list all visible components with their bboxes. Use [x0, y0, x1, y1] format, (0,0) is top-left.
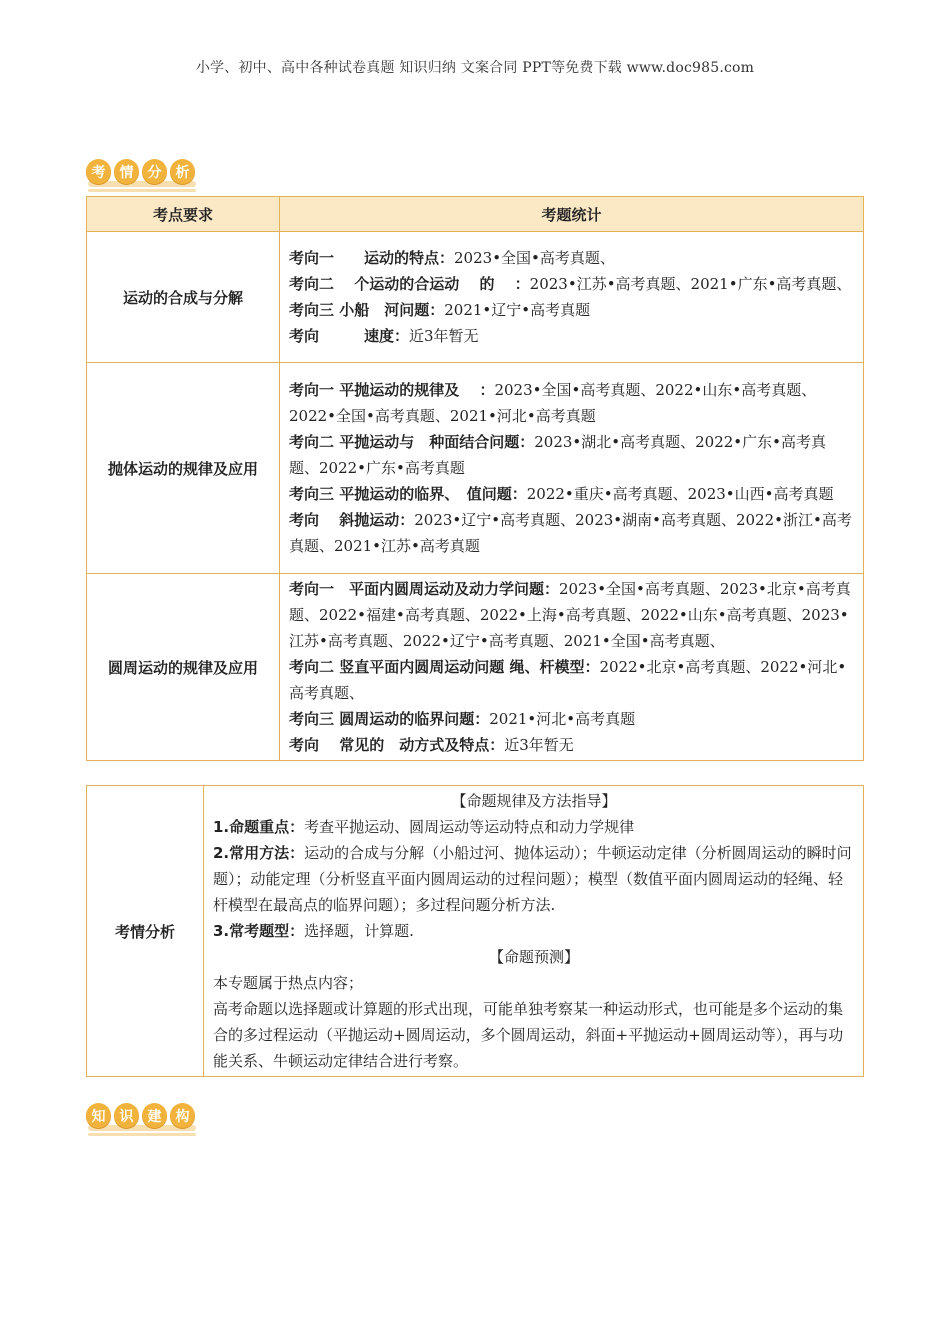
stat-line: 考向二 个运动的合运动 的 ：2023•江苏•高考真题、2021•广东•高考真题、	[289, 275, 852, 293]
stat-line: 考向二 竖直平面内圆周运动问题 绳、杆模型：2022•北京•高考真题、2022•河北•高考真题、	[289, 658, 847, 702]
badge-char: 考	[86, 159, 111, 184]
stat-line: 考向三 小船 河问题：2021•辽宁•高考真题	[289, 301, 591, 319]
analysis-content	[204, 786, 864, 1077]
page-header: 小学、初中、高中各种试卷真题 知识归纳 文案合同 PPT等免费下载 www.doc985.com	[195, 60, 755, 76]
analysis-table	[86, 785, 864, 1077]
table-row	[87, 363, 864, 574]
analysis-label: 考情分析	[87, 786, 204, 1077]
badge-char: 识	[114, 1103, 139, 1128]
badge-char: 情	[114, 159, 139, 184]
stat-line: 考向 常见的 动方式及特点：近3年暂无	[289, 736, 574, 754]
stat-line: 考向二 平抛运动与 种面结合问题：2023•湖北•高考真题、2022•广东•高考真题、2022•广东•高考真题	[289, 433, 826, 477]
badge-underline	[88, 1133, 196, 1136]
analysis-item: 1.命题重点：考查平抛运动、圆周运动等运动特点和动力学规律	[213, 818, 635, 836]
stat-line: 考向 斜抛运动：2023•辽宁•高考真题、2023•湖南•高考真题、2022•浙江•高考真题、2021•江苏•高考真题	[289, 511, 852, 555]
badge-char: 析	[170, 159, 195, 184]
stat-line: 考向一 平抛运动的规律及 ：2023•全国•高考真题、2022•山东•高考真题、2022•全国•高考真题、2021•河北•高考真题	[289, 381, 817, 425]
badge-char: 知	[86, 1103, 111, 1128]
prediction-paragraph: 本专题属于热点内容；	[213, 974, 364, 992]
table-row	[87, 574, 864, 761]
badge-char: 建	[142, 1103, 167, 1128]
badge-underline	[88, 189, 196, 192]
topic-cell: 抛体运动的规律及应用	[87, 363, 280, 574]
exam-statistics-table	[86, 196, 864, 761]
topic-cell: 运动的合成与分解	[87, 232, 280, 363]
stats-cell	[280, 363, 864, 574]
stat-line: 考向一 运动的特点：2023•全国•高考真题、	[289, 249, 615, 267]
stat-line: 考向三 圆周运动的临界问题：2021•河北•高考真题	[289, 710, 636, 728]
analysis-item: 2.常用方法：运动的合成与分解（小船过河、抛体运动）；牛顿运动定律（分析圆周运动的瞬时问题）；动能定理（分析竖直平面内圆周运动的过程问题）；模型（数值平面内圆周运动的轻绳、轻杆模型在最高点的临界问题）；多过程问题分析方法.	[213, 844, 852, 914]
column-header: 考点要求	[87, 197, 280, 232]
section-heading: 【命题预测】	[488, 948, 579, 966]
prediction-paragraph: 高考命题以选择题或计算题的形式出现，可能单独考察某一种运动形式，也可能是多个运动的集合的多过程运动（平抛运动+圆周运动，多个圆周运动，斜面+平抛运动+圆周运动等），再与功能关系、牛顿运动定律结合进行考察。	[213, 1000, 844, 1070]
table-row	[87, 232, 864, 363]
stats-cell	[280, 232, 864, 363]
badge-char: 构	[170, 1103, 195, 1128]
stat-line: 考向一 平面内圆周运动及动力学问题：2023•全国•高考真题、2023•北京•高考真题、2022•福建•高考真题、2022•上海•高考真题、2022•山东•高考真题、2023•江苏•高考真题、2022•辽宁•高考真题、2021•全国•高考真题、	[289, 580, 851, 650]
section-heading: 【命题规律及方法指导】	[451, 792, 617, 810]
stat-line: 考向 速度：近3年暂无	[289, 327, 479, 345]
section-badge-analysis	[86, 150, 198, 184]
topic-cell: 圆周运动的规律及应用	[87, 574, 280, 761]
badge-char: 分	[142, 159, 167, 184]
analysis-item: 3.常考题型：选择题，计算题.	[213, 922, 414, 940]
column-header: 考题统计	[280, 197, 864, 232]
section-badge-knowledge	[86, 1094, 198, 1128]
stats-cell	[280, 574, 864, 761]
stat-line: 考向三 平抛运动的临界、 值问题：2022•重庆•高考真题、2023•山西•高考真题	[289, 485, 834, 503]
